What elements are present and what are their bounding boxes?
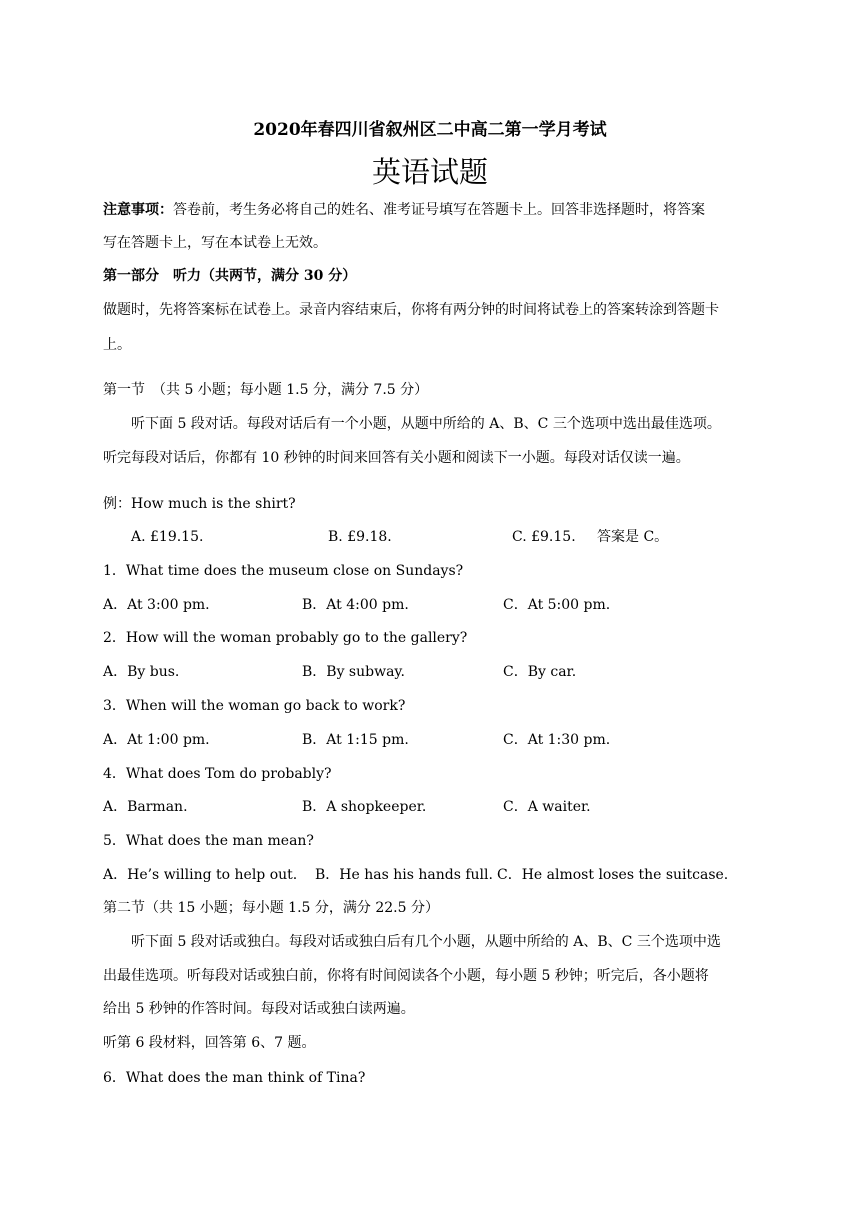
q3-option-c: C．At 1:30 pm. <box>503 732 611 748</box>
section2-instruction-1: 听下面 5 段对话或独白。每段对话或独白后有几个小题，从题中所给的 A、B、C 三个选项中选 <box>131 934 721 950</box>
section1-instruction-1: 听下面 5 段对话。每段对话后有一个小题，从题中所给的 A、B、C 三个选项中选出最佳选项。 <box>131 416 721 432</box>
notice-line-2: 写在答题卡上，写在本试卷上无效。 <box>103 235 327 251</box>
question-5: 5．What does the man mean? <box>103 833 314 849</box>
q2-option-c: C．By car. <box>503 664 577 680</box>
section1-heading: 第一节 （共 5 小题；每小题 1.5 分，满分 7.5 分） <box>103 382 429 398</box>
subject-title: 英语试题 <box>371 155 488 189</box>
example-option-b: B. £9.18. <box>328 529 392 545</box>
q4-option-b: B．A shopkeeper. <box>302 799 427 815</box>
question-1: 1．What time does the museum close on Sundays? <box>103 563 464 579</box>
question-6: 6．What does the man think of Tina? <box>103 1070 366 1086</box>
example-answer: 答案是 C。 <box>597 529 669 545</box>
section1-instruction-2: 听完每段对话后，你都有 10 秒钟的时间来回答有关小题和阅读下一小题。每段对话仅读一遍。 <box>103 450 690 466</box>
example-option-a: A. £19.15. <box>131 529 204 545</box>
q4-option-a: A．Barman. <box>103 799 188 815</box>
notice-line-1 <box>103 200 705 220</box>
q1-option-c: C．At 5:00 pm. <box>503 597 611 613</box>
question-2: 2．How will the woman probably go to the gallery? <box>103 630 468 646</box>
example-question: 例：How much is the shirt? <box>103 496 296 512</box>
notice-label: 注意事项： <box>103 202 173 218</box>
part1-instruction-1: 做题时，先将答案标在试卷上。录音内容结束后，你将有两分钟的时间将试卷上的答案转涂到答题卡 <box>103 302 719 318</box>
q1-option-b: B．At 4:00 pm. <box>302 597 409 613</box>
example-option-c: C. £9.15. <box>512 529 576 545</box>
q1-option-a: A．At 3:00 pm. <box>103 597 210 613</box>
q4-option-c: C．A waiter. <box>503 799 591 815</box>
section2-heading: 第二节（共 15 小题；每小题 1.5 分，满分 22.5 分） <box>103 900 439 916</box>
material-note: 听第 6 段材料，回答第 6、7 题。 <box>103 1035 316 1051</box>
q2-option-b: B．By subway. <box>302 664 405 680</box>
q2-option-a: A．By bus. <box>103 664 180 680</box>
exam-title: 2020年春四川省叙州区二中高二第一学月考试 <box>253 120 607 140</box>
q3-option-b: B．At 1:15 pm. <box>302 732 409 748</box>
part1-instruction-2: 上。 <box>103 337 131 353</box>
q3-option-a: A．At 1:00 pm. <box>103 732 210 748</box>
section2-instruction-2: 出最佳选项。听每段对话或独白前，你将有时间阅读各个小题，每小题 5 秒钟；听完后，各小题将 <box>103 968 709 984</box>
question-4: 4．What does Tom do probably? <box>103 766 332 782</box>
section2-instruction-3: 给出 5 秒钟的作答时间。每段对话或独白读两遍。 <box>103 1001 415 1017</box>
q5-option-b: B．He has his hands full. <box>315 867 493 883</box>
q5-option-a: A．He’s willing to help out. <box>103 867 298 883</box>
question-3: 3．When will the woman go back to work? <box>103 698 406 714</box>
notice-text-1: 答卷前，考生务必将自己的姓名、准考证号填写在答题卡上。回答非选择题时，将答案 <box>173 202 705 218</box>
q5-option-c: C．He almost loses the suitcase. <box>497 867 729 883</box>
part1-heading: 第一部分 听力（共两节，满分 30 分） <box>103 268 357 284</box>
